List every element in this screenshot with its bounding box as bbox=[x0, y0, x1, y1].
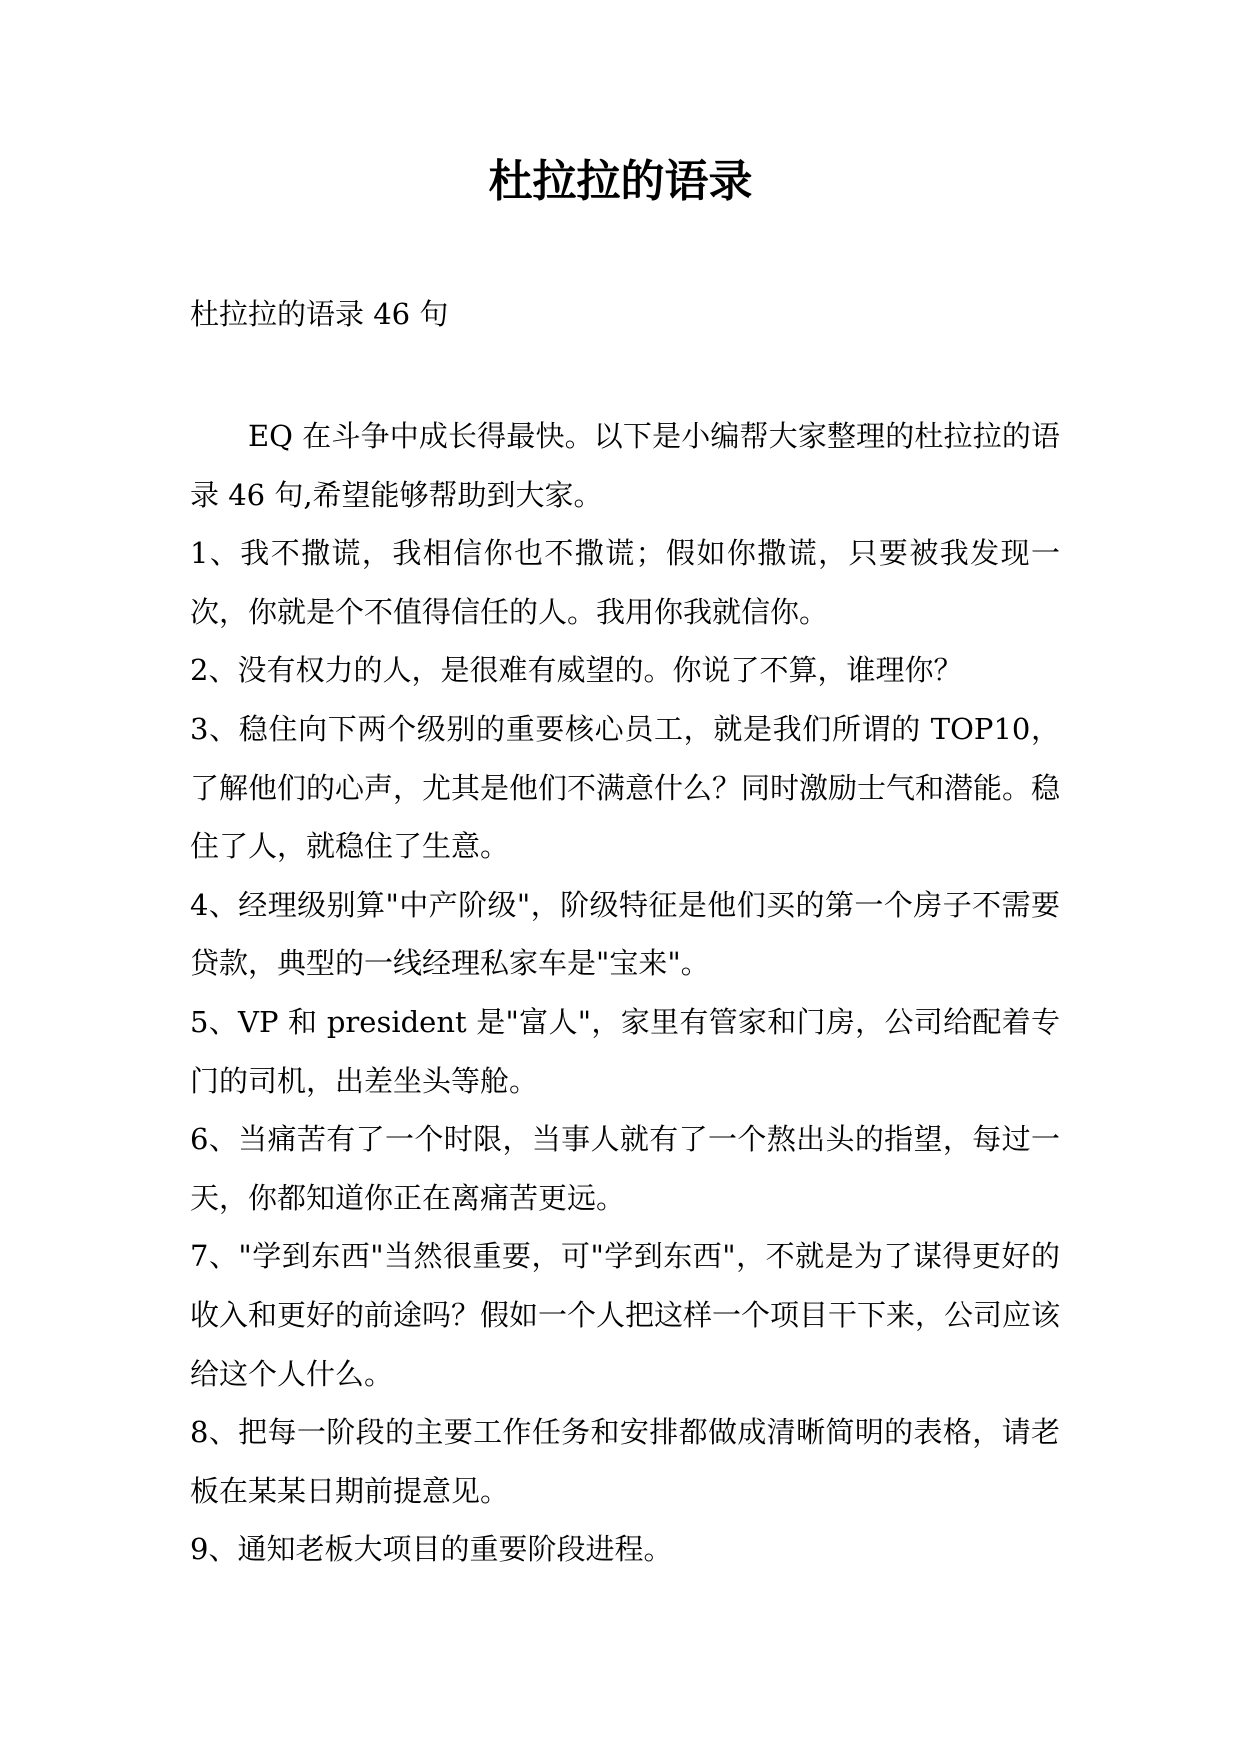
list-item: 8、把每一阶段的主要工作任务和安排都做成清晰简明的表格，请老板在某某日期前提意见。 bbox=[190, 1415, 1060, 1508]
list-item: 1、我不撒谎，我相信你也不撒谎；假如你撒谎，只要被我发现一次，你就是个不值得信任的人。我用你我就信你。 bbox=[190, 536, 1060, 629]
document-body bbox=[190, 407, 1060, 1579]
list-item: 6、当痛苦有了一个时限，当事人就有了一个熬出头的指望，每过一天，你都知道你正在离痛苦更远。 bbox=[190, 1122, 1060, 1215]
list-item: 3、稳住向下两个级别的重要核心员工，就是我们所谓的 TOP10，了解他们的心声，尤其是他们不满意什么？同时激励士气和潜能。稳住了人，就稳住了生意。 bbox=[190, 711, 1061, 864]
list-item: 2、没有权力的人，是很难有威望的。你说了不算，谁理你？ bbox=[190, 653, 963, 688]
intro-paragraph: EQ 在斗争中成长得最快。以下是小编帮大家整理的杜拉拉的语录 46 句,希望能够帮助到大家。 bbox=[190, 419, 1060, 512]
list-item: 5、VP 和 president 是"富人"，家里有管家和门房，公司给配着专门的司机，出差坐头等舱。 bbox=[190, 1004, 1060, 1098]
document-subtitle: 杜拉拉的语录 46 句 bbox=[190, 297, 449, 331]
document-title: 杜拉拉的语录 bbox=[488, 156, 753, 207]
list-item: 9、通知老板大项目的重要阶段进程。 bbox=[190, 1532, 673, 1567]
list-item: 7、"学到东西"当然很重要，可"学到东西"，不就是为了谋得更好的收入和更好的前途吗？假如一个人把这样一个项目干下来，公司应该给这个人什么。 bbox=[190, 1239, 1061, 1391]
list-item: 4、经理级别算"中产阶级"，阶级特征是他们买的第一个房子不需要贷款，典型的一线经理私家车是"宝来"。 bbox=[190, 887, 1060, 981]
